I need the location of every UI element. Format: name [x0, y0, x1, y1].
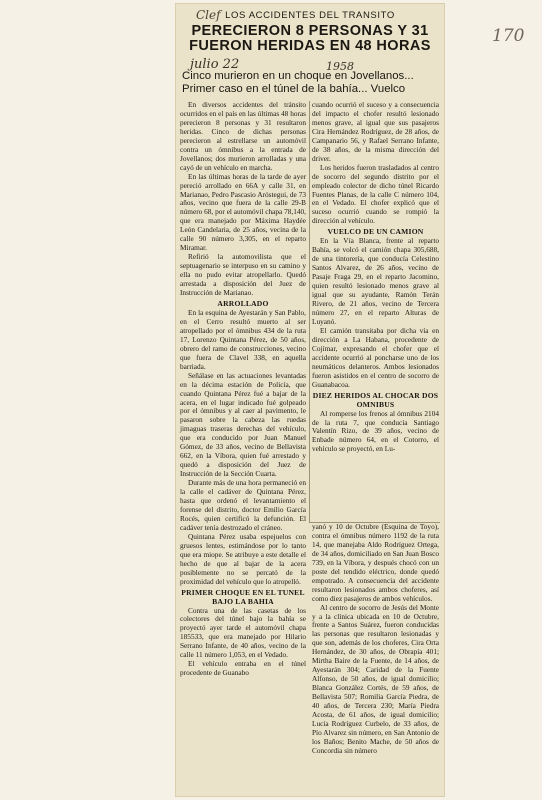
- article-paragraph: Al romperse los frenos al ómnibus 2104 de la ruta 7, que conducía Santiago Valentín Rizo, de 39 años, vecino de Enbade número 64, en el Cotorro, el vehículo se proyectó, en Lu-: [312, 408, 439, 454]
- column-right-top: [312, 101, 439, 454]
- article-paragraph: Al centro de socorro de Jesús del Monte y a la clínica ubicada en 10 de Octubre, frente a Santos Suárez, fueron conducidas las personas que resultaron lesionadas y que son, además de los choferes, Cira Orta Hernández, de 30 años, de Obrapía 401; Mirtha Baire de la Fuente, de 14 años, de Ayestarán 304; Caridad de la Fuente Alfonso, de 50 años, de igual domicilio; Blanca González Cortés, de 59 años, de Bellavista 507; Romilia García Piedra, de 40 años, de Tercera 230; María Piedra Acosta, de 61 años, de igual domicilio; Lucía Rodríguez Curbelo, de 33 años, de Pío Alvarez sin número, en San Antonio de los Baños; Benito Mache, de 50 años de Concordia sin número: [312, 602, 439, 755]
- article-paragraph: En la esquina de Ayestarán y San Pablo, en el Cerro resultó muerto al ser atropellado por el ómnibus 434 de la ruta 17, Lorenzo Quintana Pérez, de 50 años, obrero del ramo de construcciones, vecino que fuera de Clavel 338, en aquella barriada.: [180, 307, 306, 371]
- page-number: 170: [492, 26, 525, 46]
- column-right-bottom: [312, 523, 439, 756]
- handwritten-year: 1958: [326, 60, 354, 73]
- section-kicker: LOS ACCIDENTES DEL TRANSITO: [225, 10, 395, 21]
- article-paragraph: Señálase en las actuaciones levantadas en la décima estación de Policía, que cuando Quintana Pérez fué a bajar de la acera, en el lugar indicado fué golpeado por el ómnibus y al caer al pavimento, le pasaron sobre la cabeza las ruedas jimaguas traseras derechas del vehículo, que era conducido por Juan Manuel Gómez, de 33 años, vecino de Bellavista 662, en la Víbora, quien fué arrestado y quedó a disposición del Juez de Instrucción de la Sección Cuarta.: [180, 370, 306, 479]
- article-paragraph: Durante más de una hora permaneció en la calle el cadáver de Quintana Pérez, hasta que ordenó el levantamiento el forense del distrito, doctor Emilio García Rocés, quien certificó la defunción. El cadáver tenía destrozado el cráneo.: [180, 478, 306, 532]
- article-paragraph: El vehículo entraba en el túnel procedente de Guanabo: [180, 659, 306, 678]
- section-subheading: ARROLLADO: [217, 298, 269, 308]
- section-subheading: DIEZ HERIDOS AL CHOCAR DOS OMNIBUS: [312, 390, 439, 409]
- article-paragraph: yanó y 10 de Octubre (Esquina de Toyo), contra el ómnibus número 1192 de la ruta 14, que manejaba Aldo Rodríguez Ortega, de 34 años, domiciliado en San Juan Bosco 739, en la Víbora, y después chocó con un poste del tendido eléctrico, donde quedó empotrado. A consecuencia del accidente resultaron lesionados ambos choferes, así como diez pasajeros de ambos vehículos.: [312, 522, 439, 603]
- article-paragraph: El camión transitaba por dicha vía en dirección a La Habana, procedente de Cojímar, expresando el chofer que el accidente ocurrió al poncharse uno de los neumáticos delanteros. Ambos lesionados fueron asistidos en el centro de socorro de Guanabacoa.: [312, 325, 439, 389]
- column-left: [180, 101, 306, 678]
- article-paragraph: En diversos accidentes del tránsito ocurridos en el país en las últimas 48 horas perecieron 8 personas y 31 resultaron heridas. Cinco de dichas personas perecieron al estrellarse un automóvil contra un ómnibus a la entrada de Jovellanos; dos murieron arrolladas y una cayó de un vehículo en marcha.: [180, 100, 306, 172]
- subheadline: Cinco murieron en un choque en Jovellanos... Primer caso en el túnel de la bahía... Vuelco: [182, 70, 414, 95]
- section-subheading: PRIMER CHOQUE EN EL TUNEL BAJO LA BAHIA: [181, 587, 305, 606]
- handwritten-date: julio 22: [190, 57, 240, 72]
- newspaper-clipping: [176, 4, 444, 796]
- article-paragraph: Contra una de las casetas de los colectores del túnel bajo la bahía se proyectó ayer tarde el automóvil chapa 185533, que era manejado por Hilario Serrano Infante, de 40 años, vecino de la calle 11 número 1,053, en el Vedado.: [180, 605, 306, 660]
- article-paragraph: Refirió la automovilista que el septuagenario se interpuso en su camino y ella no pudo evitar atropellarlo. Quedó arrestada a disposición del Juez de Instrucción de Marianao.: [180, 252, 306, 298]
- headline: PERECIERON 8 PERSONAS Y 31 FUERON HERIDAS EN 48 HORAS: [189, 23, 431, 54]
- article-paragraph: cuando ocurrió el suceso y a consecuencia del impacto el chofer resultó lesionado menos grave, al igual que sus pasajeros Cira Hernández Rodríguez, de 28 años, de Campanario 56, y Rafael Serrano Infante, de 38 años, de la misma dirección del driver.: [312, 100, 439, 163]
- article-paragraph: Los heridos fueron trasladados al centro de socorro del segundo distrito por el empleado colector de dicho túnel Ricardo Fuentes Planas, de la calle C número 104, en el Vedado. El chofer explicó que el suceso ocurrió cuando se rompió la dirección al vehículo.: [312, 162, 439, 226]
- section-subheading: VUELCO DE UN CAMION: [327, 227, 424, 237]
- article-paragraph: En la Vía Blanca, frente al reparto Bahía, se volcó el camión chapa 305,688, de una tintorería, que conducía Celestino Santos Alvarez, de 26 años, vecino de Pasaje Fraga 29, en el reparto Jacomino, quien resultó lesionado menos grave al igual que su ayudante, Ramón Terán Rivero, de 21 años, vecino de Tercera número 27, en el reparto Alturas de Luyanó.: [312, 236, 439, 326]
- column-divider: [309, 101, 310, 523]
- article-paragraph: En las últimas horas de la tarde de ayer pereció arrollado en 66A y calle 31, en Marianao, Pedro Pascasio Aróstegui, de 73 años, vecino que fuera de la calle 29-B número 68, por el automóvil chapa 78,140, que era manejado por Máxima Haydée León Candelaria, de 25 años, vecina de la calle 90 número 3,305, en el reparto Miramar.: [180, 171, 306, 253]
- article-paragraph: Quintana Pérez usaba espejuelos con gruesos lentes, estimándose por lo tanto que era miope. Se atribuye a este detalle el hecho de que al bajar de la acera posiblemente no se percató de la proximidad del vehículo que lo atropelló.: [180, 531, 306, 586]
- handwritten-mark: Clef: [196, 8, 221, 22]
